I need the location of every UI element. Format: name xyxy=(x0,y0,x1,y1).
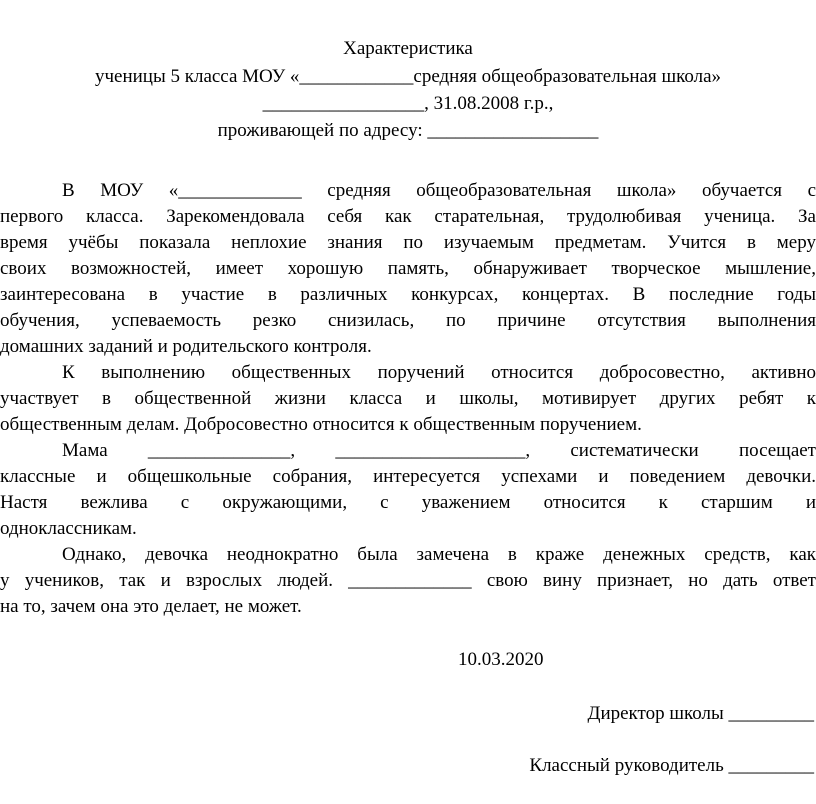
paragraph-line: обучения, успеваемость резко снизилась, по причине отсутствия выполнения xyxy=(0,310,816,331)
paragraph-line: общественным делам. Добросовестно относится к общественным поручением. xyxy=(0,414,642,435)
director-signature-line: Директор школы _________ xyxy=(587,703,814,724)
paragraph-line: одноклассникам. xyxy=(0,518,137,539)
document-date: 10.03.2020 xyxy=(458,649,544,670)
paragraph-line: время учёбы показала неплохие знания по изучаемым предметам. Учится в меру xyxy=(0,232,816,253)
paragraph-line: Мама _______________, ____________________, систематически посещает xyxy=(62,440,816,461)
paragraph-line: первого класса. Зарекомендовала себя как старательная, трудолюбивая ученица. За xyxy=(0,206,816,227)
paragraph-line: К выполнению общественных поручений относится добросовестно, активно xyxy=(62,362,816,383)
paragraph-line: на то, зачем она это делает, не может. xyxy=(0,596,302,617)
paragraph-line: Однако, девочка неоднократно была замечена в краже денежных средств, как xyxy=(62,544,816,565)
paragraph-line: домашних заданий и родительского контроля. xyxy=(0,336,372,357)
paragraph-line: классные и общешкольные собрания, интересуется успехами и поведением девочки. xyxy=(0,466,816,487)
paragraph-line: В МОУ «_____________ средняя общеобразовательная школа» обучается с xyxy=(62,180,816,201)
paragraph-line: заинтересована в участие в различных конкурсах, концертах. В последние годы xyxy=(0,284,816,305)
student-line: ученицы 5 класса МОУ «____________средняя общеобразовательная школа» xyxy=(94,66,722,87)
paragraph-line: Настя вежлива с окружающими, с уважением относится к старшим и xyxy=(0,492,816,513)
class-teacher-signature-line: Классный руководитель _________ xyxy=(529,755,814,776)
paragraph-line: у учеников, так и взрослых людей. _____________ свою вину признает, но дать ответ xyxy=(0,570,816,591)
document-title: Характеристика xyxy=(343,38,473,59)
birth-date-line: _________________, 31.08.2008 г.р., xyxy=(262,93,554,114)
address-line: проживающей по адресу: __________________ xyxy=(217,120,599,141)
paragraph-line: участвует в общественной жизни класса и школы, мотивирует других ребят к xyxy=(0,388,816,409)
paragraph-line: своих возможностей, имеет хорошую память, обнаруживает творческое мышление, xyxy=(0,258,816,279)
